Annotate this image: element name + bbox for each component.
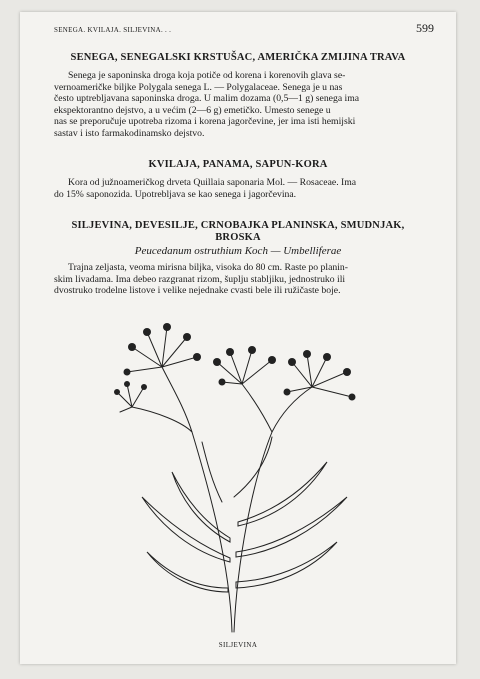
section-body-kvilaja [54,177,438,200]
flower-cluster [343,368,351,376]
text-line: nas se preporučuje upotreba rizoma i korena jagorčevine, jer ima isti hemijski [54,116,356,128]
text-line: Trajna zeljasta, veoma mirisna biljka, visoka do 80 cm. Raste po planin- [68,262,348,273]
flower-cluster [323,353,331,361]
text-line: do 15% saponozida. Upotrebljava se kao senega i jagorčevina. [54,188,297,200]
flower-cluster [248,346,256,354]
flower-cluster [303,350,311,358]
section-subheading [40,245,436,257]
leaf [238,462,327,526]
section-body-siljevina [54,262,438,297]
umbel-ray [217,350,272,384]
leaf [172,472,230,542]
flower-cluster [128,343,136,351]
flower-cluster [143,328,151,336]
text-line: skim livadama. Ima debeo razgranat rizom, šuplju stabljiku, jednostruko ili [54,273,346,285]
leaf [142,497,230,562]
botanical-name: Peucedanum ostruthium Koch — Umbelliferae [134,245,342,257]
figure-caption: SILJEVINA [218,641,258,649]
section-heading-senega: SENEGA, SENEGALSKI KRSTUŠAC, AMERIČKA ZMIJINA TRAVA [70,52,406,63]
page-number: 599 [416,21,434,35]
flower-cluster [124,369,131,376]
umbel-ray [287,354,352,397]
flower-cluster [349,394,356,401]
running-head: SENEGA. KVILAJA. SILJEVINA. . . [54,26,172,34]
book-page [20,12,456,664]
text-line: sastav i isto farmakodinamsko dejstvo. [54,127,205,139]
flower-cluster [219,379,226,386]
plant-stem [234,387,312,632]
text-line: vernoameričke biljke Polygala senega L. — Polygalaceae. Senega je u nas [54,81,343,93]
flower-cluster [268,356,276,364]
umbel-ray [117,384,144,412]
plant-stem [242,384,272,432]
section-heading-siljevina-line2: BROSKA [215,232,261,243]
flower-cluster [163,323,171,331]
text-line: dvostruko trodelne listove i velike nejednake cvasti bele ili ružičaste boje. [54,285,341,297]
section-body-senega [54,70,438,140]
flower-cluster [114,389,120,395]
text-line: Kora od južnoameričkog drveta Quillaia saponaria Mol. — Rosaceae. Ima [68,177,357,188]
plant-illustration [112,312,362,637]
plant-stem [132,407,192,432]
leaf [236,497,347,557]
flower-cluster [288,358,296,366]
text-line: ekspektorantno dejstvo, a u većim (2—6 g) emetičko. Umesto senege u [54,104,331,116]
flower-cluster [284,389,291,396]
text-line: često uptrebljavana saponinska droga. U malim dozama (0,5—1 g) senega ima [54,93,360,105]
flower-cluster [226,348,234,356]
flower-cluster [124,381,130,387]
leaf [202,442,222,502]
flower-cluster [213,358,221,366]
section-heading-siljevina: SILJEVINA, DEVESILJE, CRNOBAJKA PLANINSKA, SMUDNJAK, [71,220,405,231]
flower-cluster [193,353,201,361]
section-heading-kvilaja: KVILAJA, PANAMA, SAPUN-KORA [148,159,328,170]
flower-cluster [183,333,191,341]
flower-cluster [141,384,147,390]
text-line: Senega je saponinska droga koja potiče od korena i korenovih glava se- [68,70,346,81]
